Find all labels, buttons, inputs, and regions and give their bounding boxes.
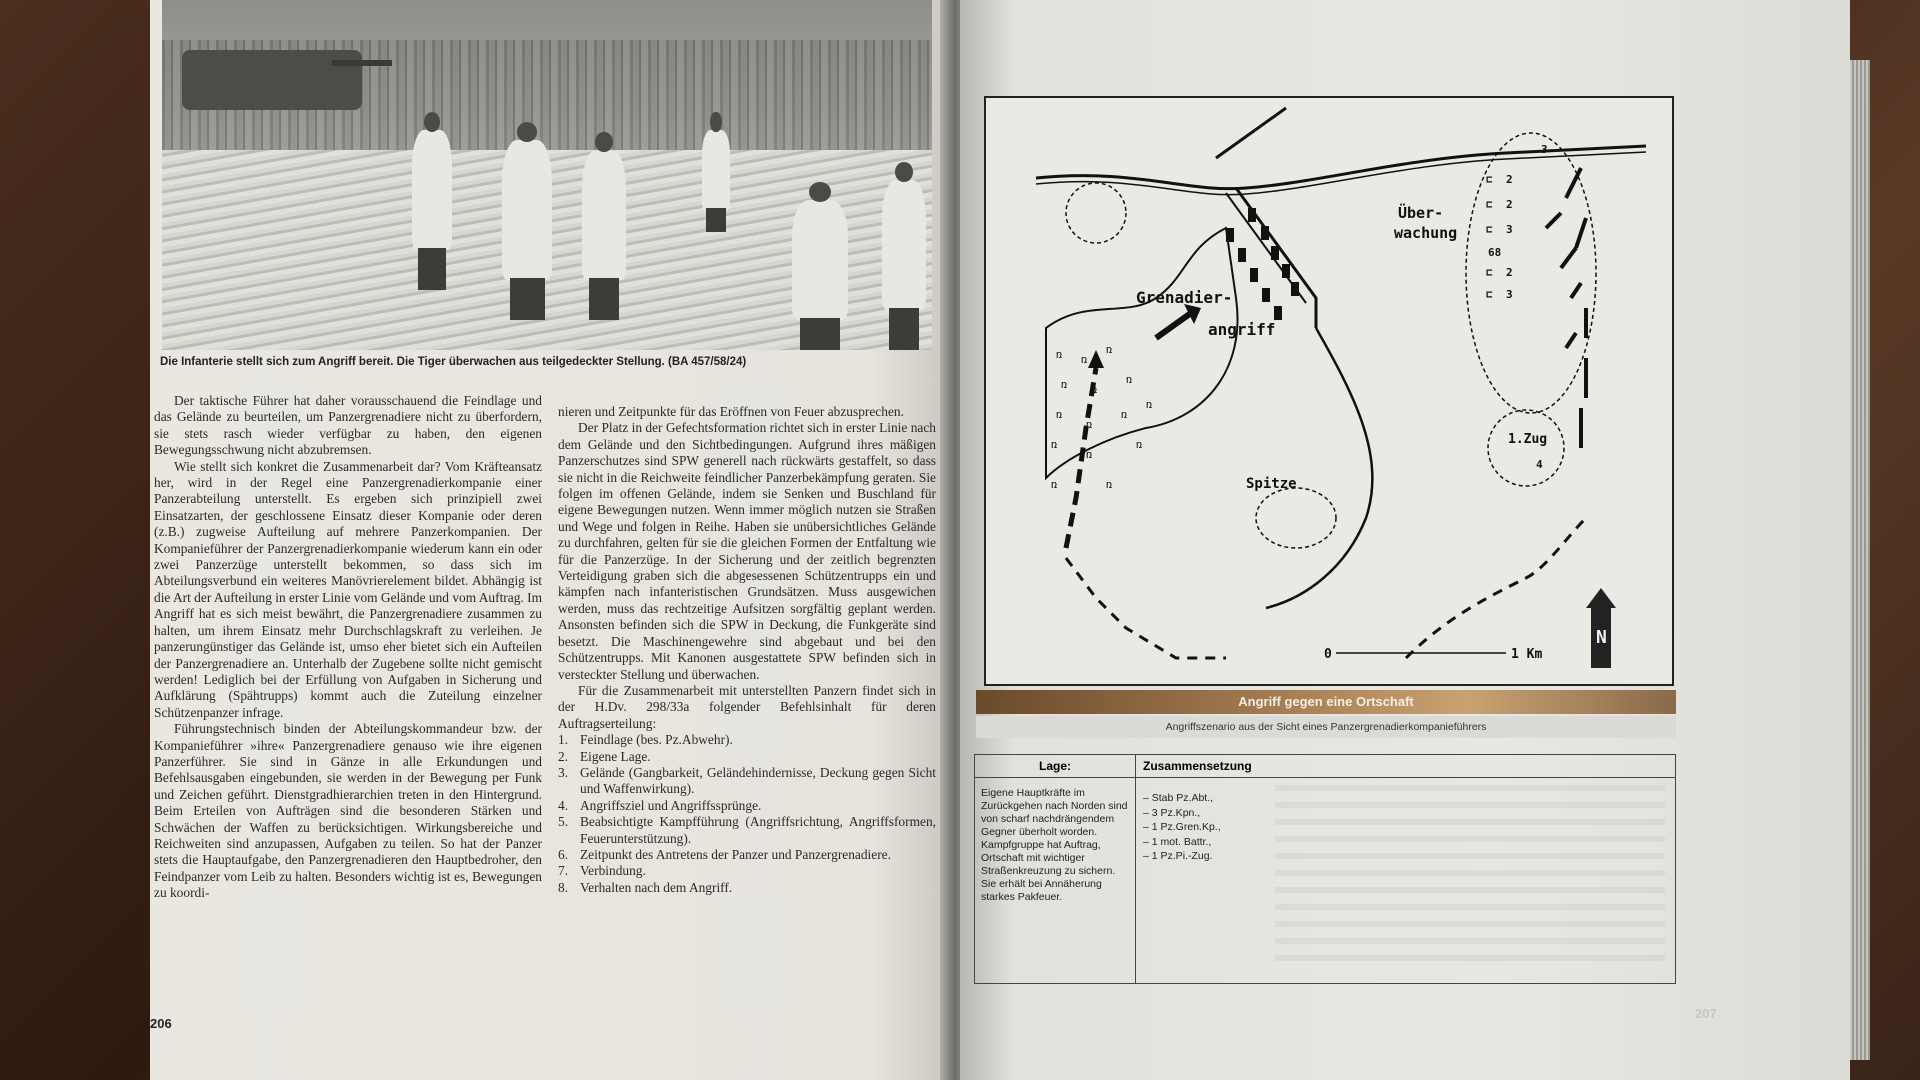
composition-item: – 1 Pz.Pi.-Zug. xyxy=(1143,850,1213,863)
tiger-tank-figure xyxy=(182,50,362,110)
svg-text:ռ: ռ xyxy=(1136,438,1143,451)
svg-text:2: 2 xyxy=(1506,173,1513,186)
svg-text:ռ: ռ xyxy=(1056,348,1063,361)
paragraph: Der Platz in der Gefechtsformation richtet sich in erster Linie nach dem Gelände und den Sichtbedingungen. Aufgrund ihres mäßigen Panzerschutzes sind SPW generell nach rückwärts gestaffelt, so dass sie nicht in die Reichweite feindlicher Panzerbekämpfung geraten. Sie folgen im offenen Gelände, indem sie Senken und Buschland für eigene Bewegungen nutzen. Wenn immer möglich nutzen sie Straßen und Wege und folgen in Reihe. Haben sie unübersichtliches Gelände zu durchfahren, gelten für sie die gleichen Formen der Entfaltung wie für die Panzerzüge. In der Sicherung und der zeitlich begrenzten Verteidigung graben sich die abgesessenen Schützentrupps ein und kämpfen nach infanteristischen Grundsätzen. Muss ausgewichen werden, muss das rechtzeitige Aufsitzen sorgfältig geplant werden. Ansonsten befinden sich die SPW in Deckung, die Funkgeräte sind besetzt. Die Maschinengewehre sind abgebaut und bei den Schützentrupps. Mit Kanonen ausgestattete SPW befinden sich in versteckter Stellung und überwachen. xyxy=(558,420,936,682)
composition-list xyxy=(1143,791,1263,864)
spitze-area xyxy=(1256,488,1336,548)
list-item: 7. Verbindung. xyxy=(558,863,646,879)
paragraph: Für die Zusammenarbeit mit unterstellten Panzern findet sich in der H.Dv. 298/33a folgender Befehlsinhalt für deren Auftragserteilung: xyxy=(558,682,936,731)
svg-text:⊏: ⊏ xyxy=(1486,288,1493,301)
platoon-area xyxy=(1488,410,1564,486)
spitze-label: Spitze xyxy=(1246,476,1297,492)
svg-text:ռ: ռ xyxy=(1086,448,1093,461)
page-number-right: 207 xyxy=(1695,1006,1717,1021)
open-book xyxy=(150,0,1850,1080)
soldier-figure xyxy=(882,180,926,310)
paragraph: Der taktische Führer hat daher vorausschauend die Feindlage und das Gelände zu beurteilen, um Panzergrenadiere nicht zu überfordern, sie stets rasch wieder verfügbar zu haben, den eigenen Bewegungsschwung nicht abzubremsen. xyxy=(154,393,542,458)
composition-item: – 1 Pz.Gren.Kp., xyxy=(1143,821,1221,834)
svg-text:2: 2 xyxy=(1506,266,1513,279)
flank-route xyxy=(1406,518,1586,658)
table-header xyxy=(975,755,1675,778)
tactical-map-drawing xyxy=(986,98,1672,684)
overwatch-tanks xyxy=(1486,143,1548,301)
svg-text:ռ: ռ xyxy=(1091,383,1098,396)
svg-text:⊏: ⊏ xyxy=(1486,266,1493,279)
svg-text:ռ: ռ xyxy=(1106,478,1113,491)
platoon-number: 4 xyxy=(1536,458,1543,471)
angriff-label: angriff xyxy=(1208,320,1276,339)
column-divider xyxy=(1135,777,1136,983)
svg-text:68: 68 xyxy=(1488,246,1502,259)
right-page xyxy=(960,0,1850,1080)
lage-text: Eigene Hauptkräfte im Zurückgehen nach Norden sind von scharf nachdrängendem Gegner überholt worden. Kampfgruppe hat Auftrag, Ortschaft mit wichtiger Straßenkreuzung zu sichern. Sie erhält bei Annäherung starkes Pakfeuer. xyxy=(981,787,1128,903)
page-number-left: 206 xyxy=(150,1016,172,1031)
soldier-figure xyxy=(792,200,848,320)
order-list xyxy=(558,732,936,896)
section-subbanner: Angriffszenario aus der Sicht eines Panzergrenadierkompanieführers xyxy=(976,716,1676,738)
svg-text:⊏: ⊏ xyxy=(1486,223,1493,236)
pak-position xyxy=(1066,183,1126,243)
svg-text:2: 2 xyxy=(1506,198,1513,211)
svg-text:3: 3 xyxy=(1506,223,1513,236)
wachung-label: wachung xyxy=(1394,224,1458,242)
svg-text:ռ: ռ xyxy=(1106,343,1113,356)
list-item: 2. Eigene Lage. xyxy=(558,748,651,764)
svg-text:ռ: ռ xyxy=(1086,418,1093,431)
uber-label: Über- xyxy=(1398,204,1444,222)
winter-infantry-photo xyxy=(162,0,932,350)
svg-text:ռ: ռ xyxy=(1051,478,1058,491)
soldier-figure xyxy=(582,150,626,280)
composition-item: – 1 mot. Battr., xyxy=(1143,835,1212,848)
road-south xyxy=(1266,328,1372,608)
svg-text:⊏: ⊏ xyxy=(1486,198,1493,211)
soldier-figure xyxy=(412,130,452,250)
approach-route xyxy=(1066,558,1226,658)
grenadier-label: Grenadier- xyxy=(1136,288,1233,307)
soldier-figure xyxy=(502,140,552,280)
paragraph: Wie stellt sich konkret die Zusammenarbeit dar? Vom Kräfteansatz her, wird in der Regel eine Panzergrenadierkompanie einer Panzerabteilung unterstellt. Es ergeben sich prinzipiell zwei Einsatzarten, der geschlossene Einsatz dieser Kompanie oder deren (z.B.) zugweise Aufteilung auf mehrere Panzerkompanien. Der Kompanieführer der Panzergrenadierkompanie wiederum kann ein oder zwei Panzerzüge unterstellt bekommen, so dass sich im Abteilungsverbund ein weiteres Manövrierelement bildet. Abhängig ist die Art der Aufteilung in erster Linie vom Gelände und vom Auftrag. Im Angriff hat es sich meist bewährt, die Panzergrenadiere zusammen zu halten, um ihrem Einsatz mehr Durchschlagskraft zu verleihen. Je panzerungünstiger das Gelände ist, umso eher bietet sich ein Aufteilen der Panzergrenadiere an. Unterhalb der Zugebene sollte nicht gemischt werden! Lediglich bei der Erfüllung von Aufgaben in Sicherung und Aufklärung (Spähtrupps) kommt auch die Zuteilung einzelner Schützenpanzer infrage. xyxy=(154,458,542,720)
svg-text:ռ: ռ xyxy=(1081,353,1088,366)
scenario-table xyxy=(974,754,1676,984)
left-text-column xyxy=(154,393,542,902)
svg-text:3: 3 xyxy=(1541,143,1548,156)
tactical-map xyxy=(984,96,1674,686)
svg-text:ռ: ռ xyxy=(1051,438,1058,451)
svg-text:⊏: ⊏ xyxy=(1486,173,1493,186)
scale-zero: 0 xyxy=(1324,647,1332,662)
header-lage: Lage: xyxy=(975,755,1136,777)
attack-arrow xyxy=(1156,313,1191,338)
composition-item: – 3 Pz.Kpn., xyxy=(1143,806,1201,819)
list-item: 5. Beabsichtigte Kampfführung (Angriffsrichtung, Angriffsformen, Feuerunterstützung). xyxy=(558,814,936,846)
list-item: 3. Gelände (Gangbarkeit, Geländehindernisse, Deckung gegen Sicht und Waffenwirkung). xyxy=(558,764,936,797)
arrowhead xyxy=(1088,350,1104,368)
svg-text:3: 3 xyxy=(1506,288,1513,301)
svg-text:ռ: ռ xyxy=(1121,408,1128,421)
svg-text:ռ: ռ xyxy=(1061,378,1068,391)
svg-text:ռ: ռ xyxy=(1126,373,1133,386)
left-page xyxy=(150,0,950,1080)
north-letter: N xyxy=(1596,627,1607,648)
photo-caption: Die Infanterie stellt sich zum Angriff bereit. Die Tiger überwachen aus teilgedeckter Stellung. (BA 457/58/24) xyxy=(160,356,747,368)
svg-text:ռ: ռ xyxy=(1056,408,1063,421)
faded-text-area xyxy=(1275,785,1665,965)
header-zusammensetzung: Zusammensetzung xyxy=(1143,759,1252,773)
paragraph: Führungstechnisch binden der Abteilungskommandeur bzw. der Kompanieführer »ihre« Panzergrenadiere genauso wie ihre eigenen Panzerführer. Sie sind in Gänze in alle Erkundungen und Befehlsausgaben eingebunden, sie werden in der Bewegung per Funk und Zeichen geführt. Dienstgradhierarchien treten in den Hintergrund. Beim Erteilen von Aufträgen sind die besonderen Stärken und Schwächen der Waffen zu berücksichtigen. Wirkungsbereiche und Reichweiten sind anzupassen, Aufgaben zu teilen. So hat der Panzer stets die Hauptaufgabe, den Panzergrenadieren den Hauptbedroher, den Feindpanzer vom Leib zu halten. Besonders wichtig ist es, Bewegungen zu koordi- xyxy=(154,721,542,901)
platoon-label: 1.Zug xyxy=(1508,432,1548,447)
list-item: 8. Verhalten nach dem Angriff. xyxy=(558,879,733,895)
section-banner: Angriff gegen eine Ortschaft xyxy=(976,690,1676,714)
list-item: 1. Feindlage (bes. Pz.Abwehr). xyxy=(558,732,733,748)
road-north xyxy=(1216,108,1286,158)
list-item: 4. Angriffsziel und Angriffssprünge. xyxy=(558,797,762,813)
soldier-figure xyxy=(702,130,730,210)
list-item: 6. Zeitpunkt des Antretens der Panzer und Panzergrenadiere. xyxy=(558,846,891,862)
svg-text:ռ: ռ xyxy=(1146,398,1153,411)
composition-item: – Stab Pz.Abt., xyxy=(1143,792,1214,804)
right-text-column xyxy=(558,404,936,896)
north-arrow-head xyxy=(1586,588,1616,608)
paragraph: nieren und Zeitpunkte für das Eröffnen von Feuer abzusprechen. xyxy=(558,404,904,419)
page-edges xyxy=(1850,60,1870,1060)
road xyxy=(1036,146,1646,189)
scale-km: 1 Km xyxy=(1511,647,1543,662)
